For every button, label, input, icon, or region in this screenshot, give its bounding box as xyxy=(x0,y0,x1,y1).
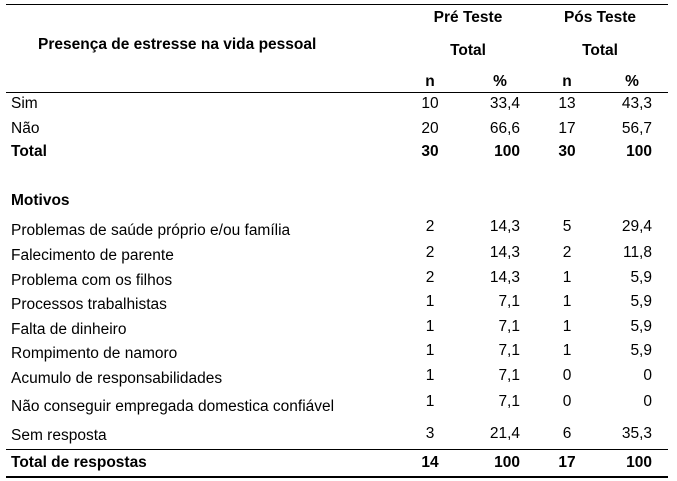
cell-pct-post: 5,9 xyxy=(630,269,652,286)
cell-n-post: 13 xyxy=(558,95,576,112)
group-pre-test: Pré Teste xyxy=(433,9,503,26)
cell-pct-post: 0 xyxy=(643,393,652,410)
cell-n-post: 0 xyxy=(562,393,572,410)
col-header-n-post: n xyxy=(562,73,572,90)
grand-total-pct-pre: 100 xyxy=(494,454,520,471)
pre-total-rule xyxy=(6,449,668,450)
cell-n-pre: 1 xyxy=(425,318,435,335)
presence-total-pct-pre: 100 xyxy=(494,143,520,160)
cell-n-post: 1 xyxy=(562,293,572,310)
col-header-n-pre: n xyxy=(425,73,435,90)
cell-n-pre: 1 xyxy=(425,367,435,384)
cell-n-post: 1 xyxy=(562,342,572,359)
grand-total-pct-post: 100 xyxy=(626,454,652,471)
cell-n-pre: 2 xyxy=(425,244,435,261)
grand-total-n-pre: 14 xyxy=(421,454,439,471)
row-label: Sem resposta xyxy=(11,427,107,444)
cell-n-pre: 10 xyxy=(421,95,439,112)
cell-n-pre: 2 xyxy=(425,269,435,286)
row-label: Não xyxy=(11,120,40,137)
cell-pct-pre: 7,1 xyxy=(498,318,520,335)
cell-n-post: 17 xyxy=(558,120,576,137)
row-label: Acumulo de responsabilidades xyxy=(11,370,223,387)
cell-pct-post: 11,8 xyxy=(622,244,652,261)
row-label: Falecimento de parente xyxy=(11,247,174,264)
cell-n-post: 5 xyxy=(562,218,572,235)
row-label: Não conseguir empregada domestica confiável xyxy=(11,398,335,415)
row-label: Processos trabalhistas xyxy=(11,296,167,313)
row-label: Sim xyxy=(11,95,38,112)
cell-n-pre: 1 xyxy=(425,393,435,410)
cell-pct-post: 5,9 xyxy=(630,293,652,310)
row-label: Problema com os filhos xyxy=(11,272,173,289)
row-label: Problemas de saúde próprio e/ou família xyxy=(11,222,291,239)
cell-pct-post: 5,9 xyxy=(630,318,652,335)
cell-pct-post: 56,7 xyxy=(621,120,652,137)
cell-pct-pre: 14,3 xyxy=(489,269,520,286)
group-post-test-sub: Total xyxy=(582,42,618,59)
cell-pct-post: 43,3 xyxy=(621,95,652,112)
cell-n-post: 1 xyxy=(562,318,572,335)
presence-total-pct-post: 100 xyxy=(626,143,652,160)
cell-pct-pre: 14,3 xyxy=(489,218,520,235)
cell-n-post: 1 xyxy=(562,269,572,286)
header-bottom-rule xyxy=(6,92,668,93)
cell-pct-post: 29,4 xyxy=(621,218,652,235)
presence-total-n-post: 30 xyxy=(558,143,576,160)
cell-n-post: 2 xyxy=(562,244,572,261)
cell-n-post: 6 xyxy=(562,425,572,442)
col-header-pct-pre: % xyxy=(493,73,507,90)
cell-pct-pre: 7,1 xyxy=(498,342,520,359)
cell-n-pre: 3 xyxy=(425,425,435,442)
grand-total-n-post: 17 xyxy=(558,454,576,471)
presence-total-label: Total xyxy=(11,143,47,160)
cell-pct-post: 0 xyxy=(643,367,652,384)
cell-pct-pre: 66,6 xyxy=(489,120,520,137)
row-header-label: Presença de estresse na vida pessoal xyxy=(38,36,317,53)
group-post-test: Pós Teste xyxy=(563,9,637,26)
cell-pct-pre: 33,4 xyxy=(489,95,520,112)
cell-n-pre: 2 xyxy=(425,218,435,235)
bottom-rule xyxy=(6,476,668,478)
grand-total-label: Total de respostas xyxy=(11,454,147,471)
cell-n-pre: 20 xyxy=(421,120,439,137)
cell-n-pre: 1 xyxy=(425,342,435,359)
row-label: Rompimento de namoro xyxy=(11,345,178,362)
cell-pct-pre: 21,4 xyxy=(489,425,520,442)
col-header-pct-post: % xyxy=(625,73,639,90)
cell-pct-pre: 7,1 xyxy=(498,293,520,310)
motives-heading: Motivos xyxy=(11,192,70,209)
cell-pct-pre: 14,3 xyxy=(489,244,520,261)
cell-pct-pre: 7,1 xyxy=(498,367,520,384)
cell-n-post: 0 xyxy=(562,367,572,384)
top-rule xyxy=(6,4,668,5)
cell-n-pre: 1 xyxy=(425,293,435,310)
row-label: Falta de dinheiro xyxy=(11,321,127,338)
cell-pct-post: 5,9 xyxy=(630,342,652,359)
cell-pct-post: 35,3 xyxy=(621,425,652,442)
group-pre-test-sub: Total xyxy=(450,42,486,59)
cell-pct-pre: 7,1 xyxy=(498,393,520,410)
presence-total-n-pre: 30 xyxy=(421,143,439,160)
